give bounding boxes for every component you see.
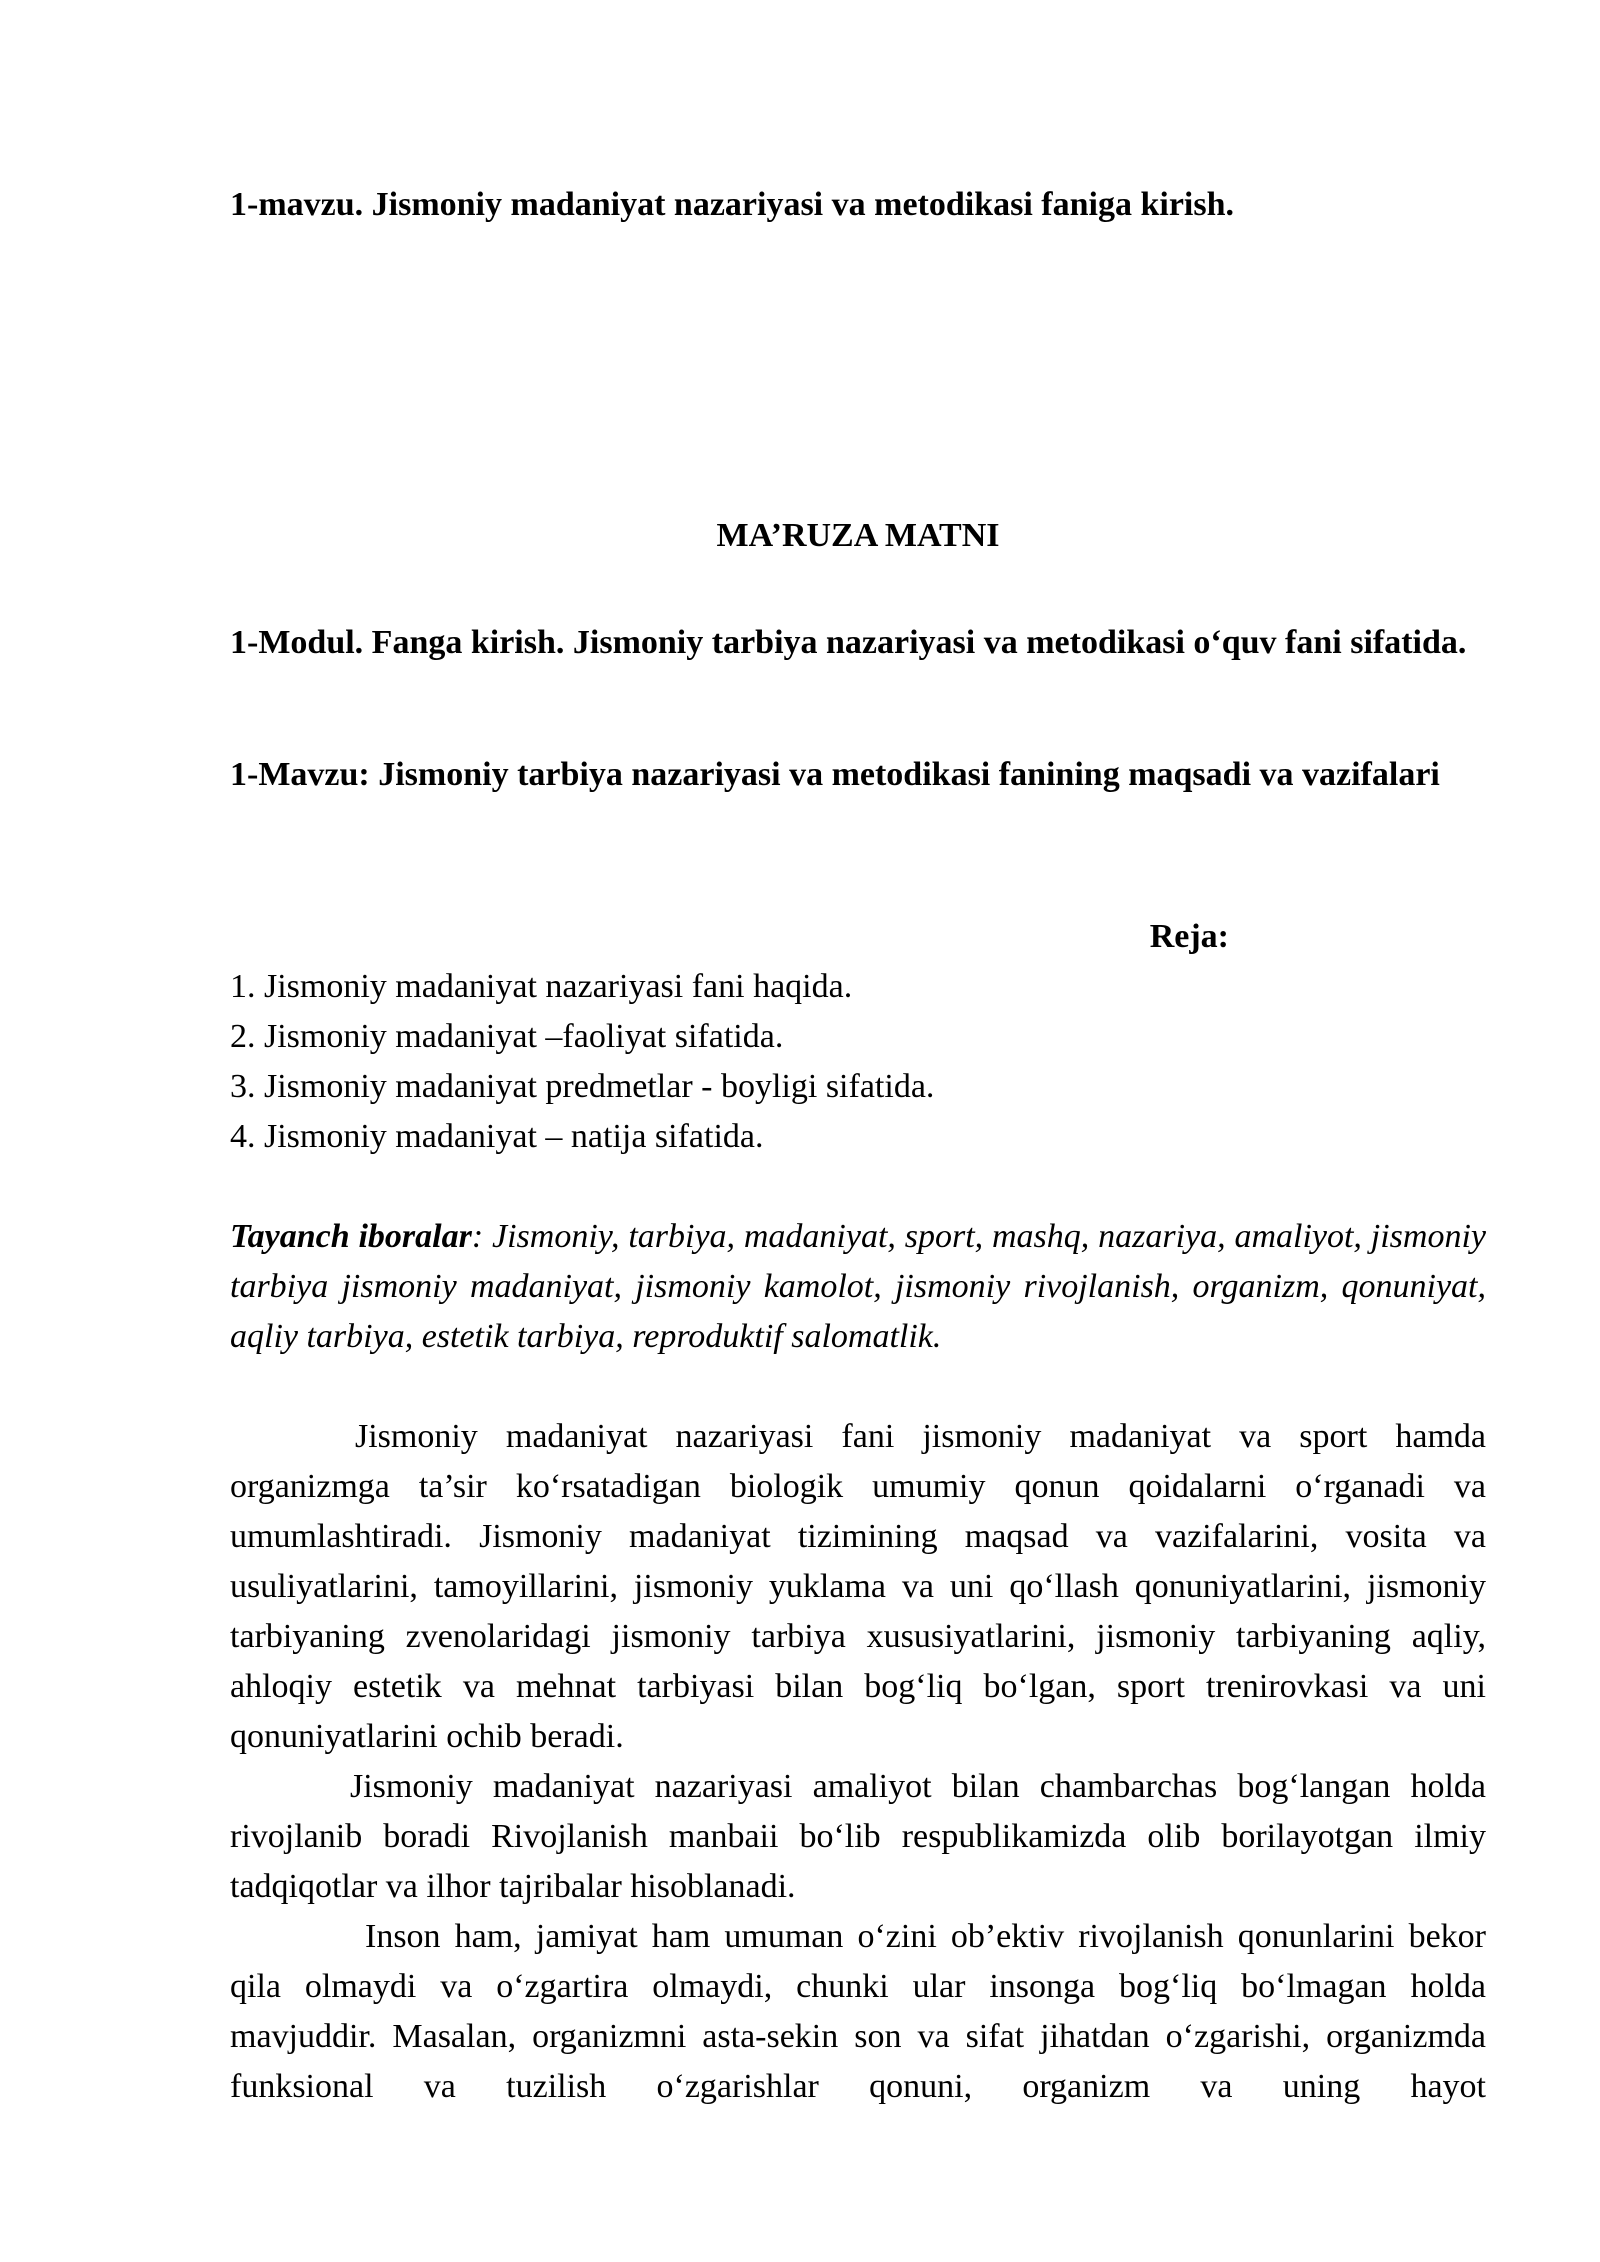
module-heading: 1-Modul. Fanga kirish. Jismoniy tarbiya nazariyasi va metodikasi o‘quv fani sifatida. [230, 624, 1467, 661]
mavzu-heading: 1-Mavzu: Jismoniy tarbiya nazariyasi va metodikasi fanining maqsadi va vazifalari [230, 756, 1440, 793]
body-paragraph: Jismoniy madaniyat nazariyasi fani jismoniy madaniyat va sport hamda organizmga ta’sir ko‘rsatadigan biologik umumiy qonun qoidalarni o‘rganadi va umumlashtiradi. Jismoniy madaniyat tizimining maqsad va vazifalarini, vosita va usuliyatlarini, tamoyillarini, jismoniy yuklama va uni qo‘llash qonuniyatlarini, jismoniy tarbiyaning zvenolaridagi jismoniy tarbiya xususiyatlarini, jismoniy tarbiyaning aqliy, ahloqiy estetik va mehnat tarbiyasi bilan bog‘liq bo‘lgan, sport trenirovkasi va uni qonuniyatlarini ochib beradi. [230, 1418, 1486, 1755]
lecture-title: MA’RUZA MATNI [716, 517, 1000, 554]
plan-item: 1. Jismoniy madaniyat nazariyasi fani haqida. [230, 968, 853, 1005]
plan-heading [230, 912, 1486, 962]
plan-heading-label: Reja: [1149, 918, 1229, 955]
plan-list [230, 962, 1486, 1162]
plan-item: 4. Jismoniy madaniyat – natija sifatida. [230, 1118, 764, 1155]
keywords-label: Tayanch iboralar [230, 1218, 472, 1255]
body-text [230, 1412, 1486, 2112]
keywords-text: : Jismoniy, tarbiya, madaniyat, sport, mashq, nazariya, amaliyot, jismoniy tarbiya jismoniy madaniyat, jismoniy kamolot, jismoniy rivojlanish, organizm, qonuniyat, aqliy tarbiya, estetik tarbiya, reproduktif salomatlik. [230, 1218, 1486, 1355]
plan-item: 3. Jismoniy madaniyat predmetlar - boyligi sifatida. [230, 1068, 935, 1105]
keywords-block [230, 1212, 1486, 1362]
topic-heading: 1-mavzu. Jismoniy madaniyat nazariyasi va metodikasi faniga kirish. [230, 186, 1235, 223]
body-paragraph: Inson ham, jamiyat ham umuman o‘zini ob’ektiv rivojlanish qonunlarini bekor qila olmaydi va o‘zgartira olmaydi, chunki ular insonga bog‘liq bo‘lmagan holda mavjuddir. Masalan, organizmni asta-sekin son va sifat jihatdan o‘zgarishi, organizmda funksional va tuzilish o‘zgarishlar qonuni, organizm va uning hayot [230, 1918, 1486, 2105]
plan-item: 2. Jismoniy madaniyat –faoliyat sifatida. [230, 1018, 784, 1055]
body-paragraph: Jismoniy madaniyat nazariyasi amaliyot bilan chambarchas bog‘langan holda rivojlanib boradi Rivojlanish manbaii bo‘lib respublikamizda olib borilayotgan ilmiy tadqiqotlar va ilhor tajribalar hisoblanadi. [230, 1768, 1486, 1905]
